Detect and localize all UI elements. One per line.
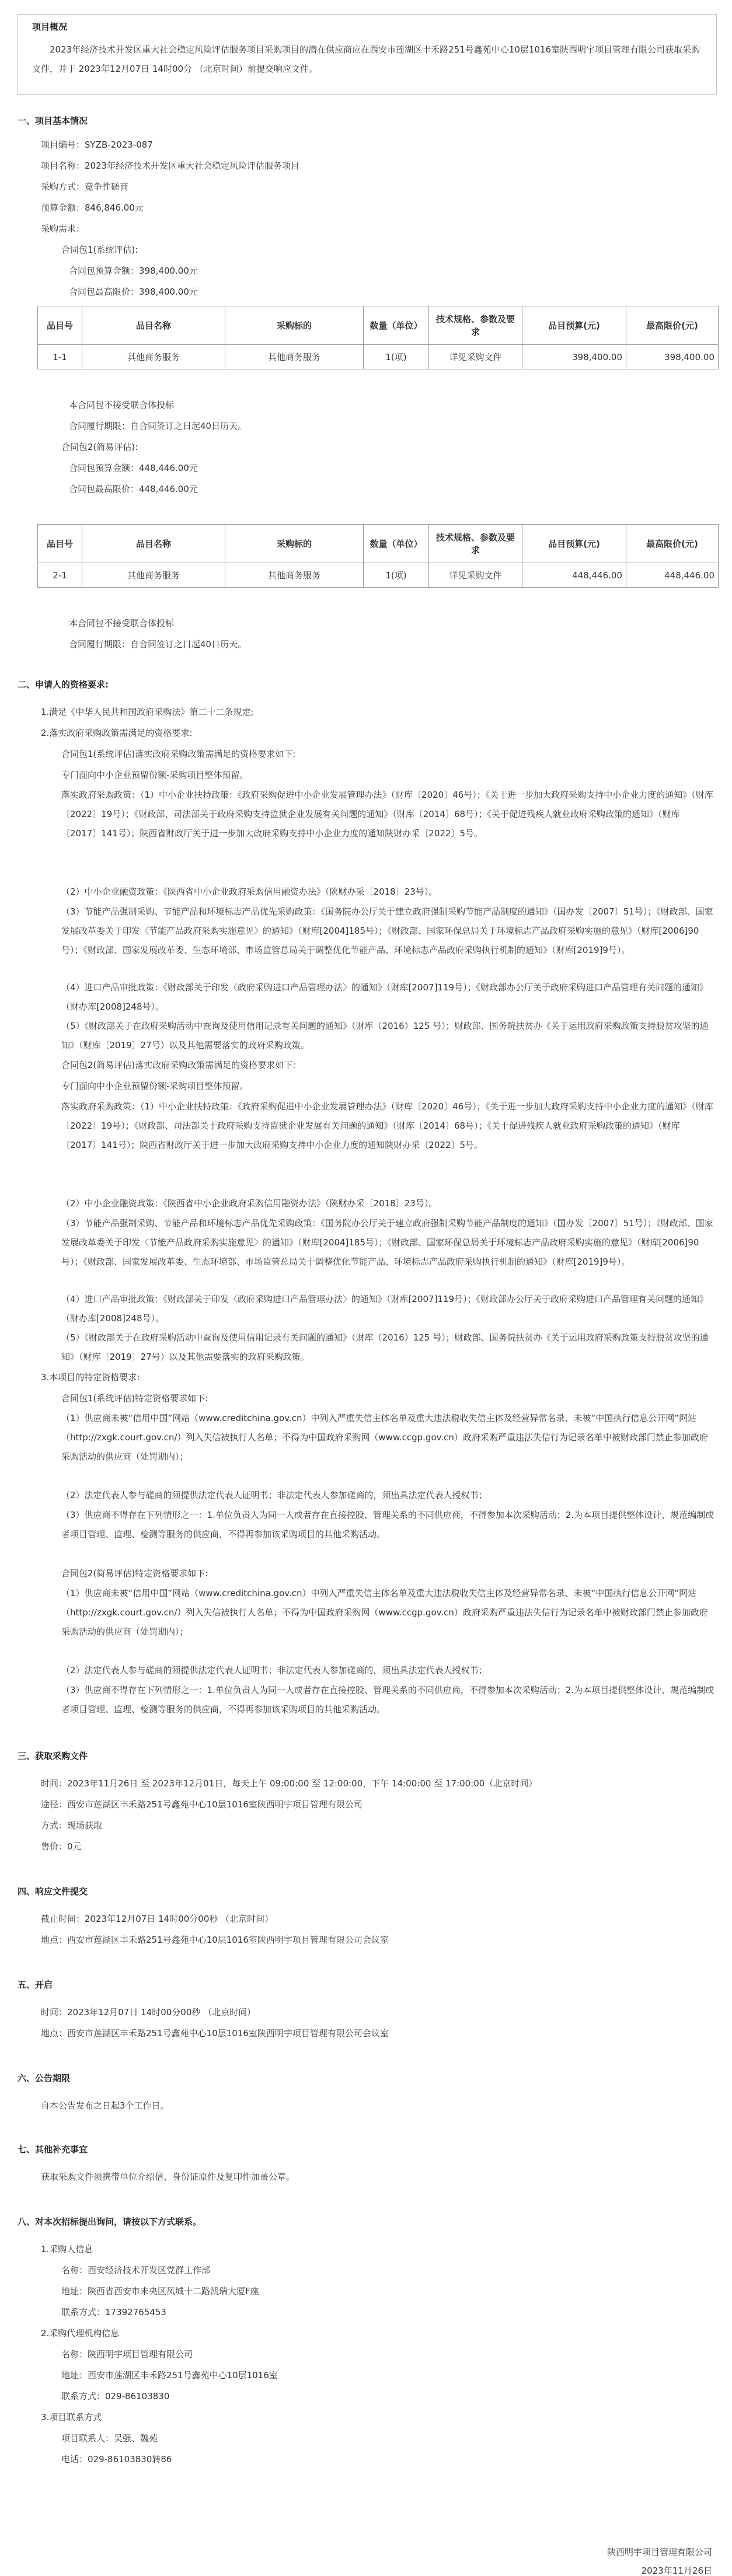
lot-2-period: 合同履行期限：自合同签订之日起40日历天。 <box>69 639 247 650</box>
special-lot-2-q2: （2）法定代表人参与磋商的须提供法定代表人证明书；非法定代表人参加磋商的，须出具法定代表人授权书； <box>61 1665 487 1676</box>
policy-lot-2-p2: （2）中小企业融资政策：《陕西省中小企业政府采购信用融资办法》（陕财办采〔2018〕23号）。 <box>61 1198 438 1209</box>
cell-subject: 其他商务服务 <box>225 345 364 369</box>
special-lot-2-name: 合同包2(简易评估)特定资格要求如下: <box>61 1568 208 1579</box>
section-1-title: 一、项目基本情况 <box>18 116 88 126</box>
special-lot-1-q3: （3）供应商不得存在下列情形之一：1.单位负责人为同一人或者存在直接控股、管理关系的不同供应商，不得参加本次采购活动；2.为本项目提供整体设计、规范编制或者项目管理、监理、检测等服务的供应商，不得再参加该采购项目的其他采购活动。 <box>61 1510 714 1540</box>
lot-1-budget: 合同包预算金额：398,400.00元 <box>69 266 198 276</box>
doc-time: 时间：2023年11月26日 至 2023年12月01日，每天上午 09:00:00 至 12:00:00，下午 14:00:00 至 17:00:00（北京时间） <box>41 1778 538 1789</box>
budget-amount: 预算金额：846,846.00元 <box>41 203 144 213</box>
cell-max-price: 398,400.00 <box>626 345 719 369</box>
section-4-title: 四、响应文件提交 <box>18 1886 88 1897</box>
section-6-title: 六、公告期限 <box>18 2073 71 2083</box>
buyer-name: 名称：西安经济技术开发区党群工作部 <box>61 2265 211 2275</box>
agent-address: 地址：西安市莲湖区丰禾路251号鑫苑中心10层1016室 <box>61 2370 278 2380</box>
agent-heading: 2.采购代理机构信息 <box>41 2328 120 2338</box>
buyer-address: 地址：陕西省西安市未央区凤城十二路凯瑞大厦F座 <box>61 2286 259 2296</box>
policy-lot-2-p5: （5）《财政部关于在政府采购活动中查询及使用信用记录有关问题的通知》（财库（2016）125 号）；财政部、国务院扶贫办《关于运用政府采购政策支持脱贫攻坚的通知》（财库〔2019〕27号）以及其他需要落实的政府采购政策。 <box>61 1332 709 1362</box>
table-header-row <box>38 306 719 345</box>
policy-lot-2-p4: （4）进口产品审批政策：《财政部关于印发〈政府采购进口产品管理办法〉的通知》（财库[2007]119号）；《财政部办公厅关于政府采购进口产品管理有关问题的通知》（财办库[2008]248号）。 <box>61 1294 709 1324</box>
notice-period: 自本公告发布之日起3个工作日。 <box>41 2100 169 2111</box>
section-2-title: 二、申请人的资格要求: <box>18 679 109 690</box>
cell-item-name: 其他商务服务 <box>82 563 225 588</box>
header-budget: 品目预算(元) <box>522 525 626 563</box>
header-item-no: 品目号 <box>38 525 82 563</box>
header-quantity: 数量（单位） <box>364 306 429 345</box>
project-name: 项目名称：2023年经济技术开发区重大社会稳定风险评估服务项目 <box>41 160 300 171</box>
header-spec: 技术规格、参数及要求 <box>429 525 522 563</box>
lot-2-no-consortium: 本合同包不接受联合体投标 <box>69 618 175 629</box>
header-subject: 采购标的 <box>225 306 364 345</box>
agent-name: 名称：陕西明宇项目管理有限公司 <box>61 2349 193 2359</box>
policy-lot-1-name: 合同包1(系统评估)落实政府采购政策需满足的资格要求如下: <box>61 749 296 759</box>
opening-place: 地点：西安市莲湖区丰禾路251号鑫苑中心10层1016室陕西明宇项目管理有限公司会议室 <box>41 2028 389 2039</box>
submission-place: 地点：西安市莲湖区丰禾路251号鑫苑中心10层1016室陕西明宇项目管理有限公司会议室 <box>41 1935 389 1945</box>
doc-method: 方式：现场获取 <box>41 1820 103 1831</box>
cell-item-name: 其他商务服务 <box>82 345 225 369</box>
project-contact-phone: 电话：029-86103830转86 <box>61 2454 172 2465</box>
lot-2-budget: 合同包预算金额：448,446.00元 <box>69 463 198 473</box>
cell-spec: 详见采购文件 <box>429 563 522 588</box>
header-budget: 品目预算(元) <box>522 306 626 345</box>
signoff-date: 2023年11月26日 <box>641 2565 712 2576</box>
header-item-name: 品目名称 <box>82 306 225 345</box>
project-contact-heading: 3.项目联系方式 <box>41 2412 102 2423</box>
policy-lot-1-p5: （5）《财政部关于在政府采购活动中查询及使用信用记录有关问题的通知》（财库（2016）125 号）；财政部、国务院扶贫办《关于运用政府采购政策支持脱贫攻坚的通知》（财库〔2019〕27号）以及其他需要落实的政府采购政策。 <box>61 1021 709 1050</box>
overview-title: 项目概况 <box>32 22 68 32</box>
section-8-title: 八、对本次招标提出询问，请按以下方式联系。 <box>18 2217 202 2227</box>
overview-text: 2023年经济技术开发区重大社会稳定风险评估服务项目采购项目的潜在供应商应在西安市莲湖区丰禾路251号鑫苑中心10层1016室陕西明宇项目管理有限公司获取采购文件，并于 2023年12月07日 14时00分 （北京时间）前提交响应文件。 <box>32 44 700 74</box>
policy-lot-2-special: 专门面向中小企业预留份额-采购项目整体预留。 <box>61 1081 249 1091</box>
policy-lot-2-p3: （3）节能产品强制采购、节能产品和环境标志产品优先采购政策：《国务院办公厅关于建立政府强制采购节能产品制度的通知》（国办发〔2007〕51号）；《财政部、国家发展改革委关于印发〈节能产品政府采购实施意见〉的通知》（财库[2004]185号）；《财政部、国家环保总局关于环境标志产品政府采购实施的意见》（财库[2006]90号）；《财政部、国家发展改革委、生态环境部、市场监管总局关于调整优化节能产品、环境标志产品政府采购执行机制的通知》（财库[2019]9号）。 <box>61 1218 713 1267</box>
cell-subject: 其他商务服务 <box>225 563 364 588</box>
other-matters: 获取采购文件须携带单位介绍信、身份证原件及复印件加盖公章。 <box>41 2172 295 2182</box>
cell-quantity: 1(项) <box>364 563 429 588</box>
policy-lot-1-p3: （3）节能产品强制采购、节能产品和环境标志产品优先采购政策：《国务院办公厅关于建立政府强制采购节能产品制度的通知》（国办发〔2007〕51号）；《财政部、国家发展改革委关于印发〈节能产品政府采购实施意见〉的通知》（财库[2004]185号）；《财政部、国家环保总局关于环境标志产品政府采购实施的意见》（财库[2006]90号）；《财政部、国家发展改革委、生态环境部、市场监管总局关于调整优化节能产品、环境标志产品政府采购执行机制的通知》（财库[2019]9号）。 <box>61 906 713 955</box>
requirement-1: 1.满足《中华人民共和国政府采购法》第二十二条规定; <box>41 707 254 717</box>
table-row <box>38 563 719 588</box>
lot-1-name: 合同包1(系统评估): <box>61 245 138 255</box>
agent-contact: 联系方式：029-86103830 <box>61 2391 170 2402</box>
project-contact-people: 项目联系人：吴强、魏苑 <box>61 2433 158 2444</box>
header-max-price: 最高限价(元) <box>626 306 719 345</box>
buyer-contact: 联系方式：17392765453 <box>61 2307 166 2317</box>
opening-time: 时间：2023年12月07日 14时00分00秒 （北京时间） <box>41 2007 256 2017</box>
cell-budget: 448,446.00 <box>522 563 626 588</box>
requirement-3: 3.本项目的特定资格要求: <box>41 1372 140 1383</box>
cell-item-no: 2-1 <box>38 563 82 588</box>
special-lot-2-q3: （3）供应商不得存在下列情形之一：1.单位负责人为同一人或者存在直接控股、管理关系的不同供应商，不得参加本次采购活动；2.为本项目提供整体设计、规范编制或者项目管理、监理、检测等服务的供应商，不得再参加该采购项目的其他采购活动。 <box>61 1685 714 1715</box>
header-quantity: 数量（单位） <box>364 525 429 563</box>
policy-lot-2-name: 合同包2(简易评估)落实政府采购政策需满足的资格要求如下: <box>61 1060 296 1070</box>
cell-spec: 详见采购文件 <box>429 345 522 369</box>
special-lot-1-q1: （1）供应商未被“信用中国”网站（www.creditchina.gov.cn）中列入严重失信主体名单及重大违法税收失信主体及经营异常名录、未被“中国执行信息公开网”网站（http://zxgk.court.gov.cn/）列入失信被执行人名单；不得为中国政府采购网（www.ccgp.gov.cn）政府采购严重违法失信行为记录名单中被财政部门禁止参加政府采购活动的供应商（处罚期内）； <box>61 1413 708 1462</box>
cell-budget: 398,400.00 <box>522 345 626 369</box>
policy-lot-2-p1: 落实政府采购政策：（1）中小企业扶持政策：《政府采购促进中小企业发展管理办法》（财库〔2020〕46号）；《关于进一步加大政府采购支持中小企业力度的通知》（财库〔2022〕19号）；《财政部、司法部关于政府采购支持监狱企业发展有关问题的通知》（财库〔2014〕68号）；《关于促进残疾人就业政府采购政策的通知》（财库〔2017〕141号）；陕西省财政厅关于进一步加大政府采购支持中小企业力度的通知陕财办采〔2022〕5号。 <box>61 1101 713 1150</box>
cell-max-price: 448,446.00 <box>626 563 719 588</box>
table-header-row <box>38 525 719 563</box>
submission-deadline: 截止时间：2023年12月07日 14时00分00秒 （北京时间） <box>41 1914 274 1924</box>
lot-1-table <box>37 306 719 369</box>
header-item-name: 品目名称 <box>82 525 225 563</box>
signoff-company: 陕西明宇项目管理有限公司 <box>606 2547 712 2557</box>
section-3-title: 三、获取采购文件 <box>18 1751 88 1761</box>
header-max-price: 最高限价(元) <box>626 525 719 563</box>
section-5-title: 五、开启 <box>18 1980 53 1990</box>
section-7-title: 七、其他补充事宜 <box>18 2144 88 2155</box>
cell-quantity: 1(项) <box>364 345 429 369</box>
header-subject: 采购标的 <box>225 525 364 563</box>
policy-lot-1-p2: （2）中小企业融资政策：《陕西省中小企业政府采购信用融资办法》（陕财办采〔2018〕23号）。 <box>61 886 438 897</box>
header-item-no: 品目号 <box>38 306 82 345</box>
procurement-demand: 采购需求： <box>41 224 85 234</box>
lot-1-max-price: 合同包最高限价：398,400.00元 <box>69 287 198 297</box>
buyer-heading: 1.采购人信息 <box>41 2244 93 2254</box>
special-lot-1-name: 合同包1(系统评估)特定资格要求如下: <box>61 1393 208 1404</box>
header-spec: 技术规格、参数及要求 <box>429 306 522 345</box>
policy-lot-1-p1: 落实政府采购政策：（1）中小企业扶持政策：《政府采购促进中小企业发展管理办法》（财库〔2020〕46号）；《关于进一步加大政府采购支持中小企业力度的通知》（财库〔2022〕19号）；《财政部、司法部关于政府采购支持监狱企业发展有关问题的通知》（财库〔2014〕68号）；《关于促进残疾人就业政府采购政策的通知》（财库〔2017〕141号）；陕西省财政厅关于进一步加大政府采购支持中小企业力度的通知陕财办采〔2022〕5号。 <box>61 790 713 839</box>
policy-lot-1-special: 专门面向中小企业预留份额-采购项目整体预留。 <box>61 770 249 780</box>
special-lot-1-q2: （2）法定代表人参与磋商的须提供法定代表人证明书；非法定代表人参加磋商的，须出具法定代表人授权书； <box>61 1490 487 1500</box>
overview-box <box>18 14 717 95</box>
policy-lot-1-p4: （4）进口产品审批政策：《财政部关于印发〈政府采购进口产品管理办法〉的通知》（财库[2007]119号）；《财政部办公厅关于政府采购进口产品管理有关问题的通知》（财办库[2008]248号）。 <box>61 982 709 1012</box>
lot-2-table <box>37 524 719 588</box>
lot-2-max-price: 合同包最高限价：448,446.00元 <box>69 484 198 494</box>
special-lot-2-q1: （1）供应商未被“信用中国”网站（www.creditchina.gov.cn）中列入严重失信主体名单及重大违法税收失信主体及经营异常名录、未被“中国执行信息公开网”网站（http://zxgk.court.gov.cn/）列入失信被执行人名单；不得为中国政府采购网（www.ccgp.gov.cn）政府采购严重违法失信行为记录名单中被财政部门禁止参加政府采购活动的供应商（处罚期内）； <box>61 1588 708 1637</box>
lot-1-no-consortium: 本合同包不接受联合体投标 <box>69 400 175 410</box>
lot-2-name: 合同包2(简易评估): <box>61 442 138 452</box>
requirement-2: 2.落实政府采购政策需满足的资格要求: <box>41 728 193 738</box>
procurement-method: 采购方式：竞争性磋商 <box>41 181 129 192</box>
lot-1-period: 合同履行期限：自合同签订之日起40日历天。 <box>69 421 247 431</box>
project-number: 项目编号：SYZB-2023-087 <box>41 139 153 150</box>
cell-item-no: 1-1 <box>38 345 82 369</box>
table-row <box>38 345 719 369</box>
doc-place: 途径：西安市莲湖区丰禾路251号鑫苑中心10层1016室陕西明宇项目管理有限公司 <box>41 1799 362 1810</box>
doc-price: 售价：0元 <box>41 1841 82 1852</box>
